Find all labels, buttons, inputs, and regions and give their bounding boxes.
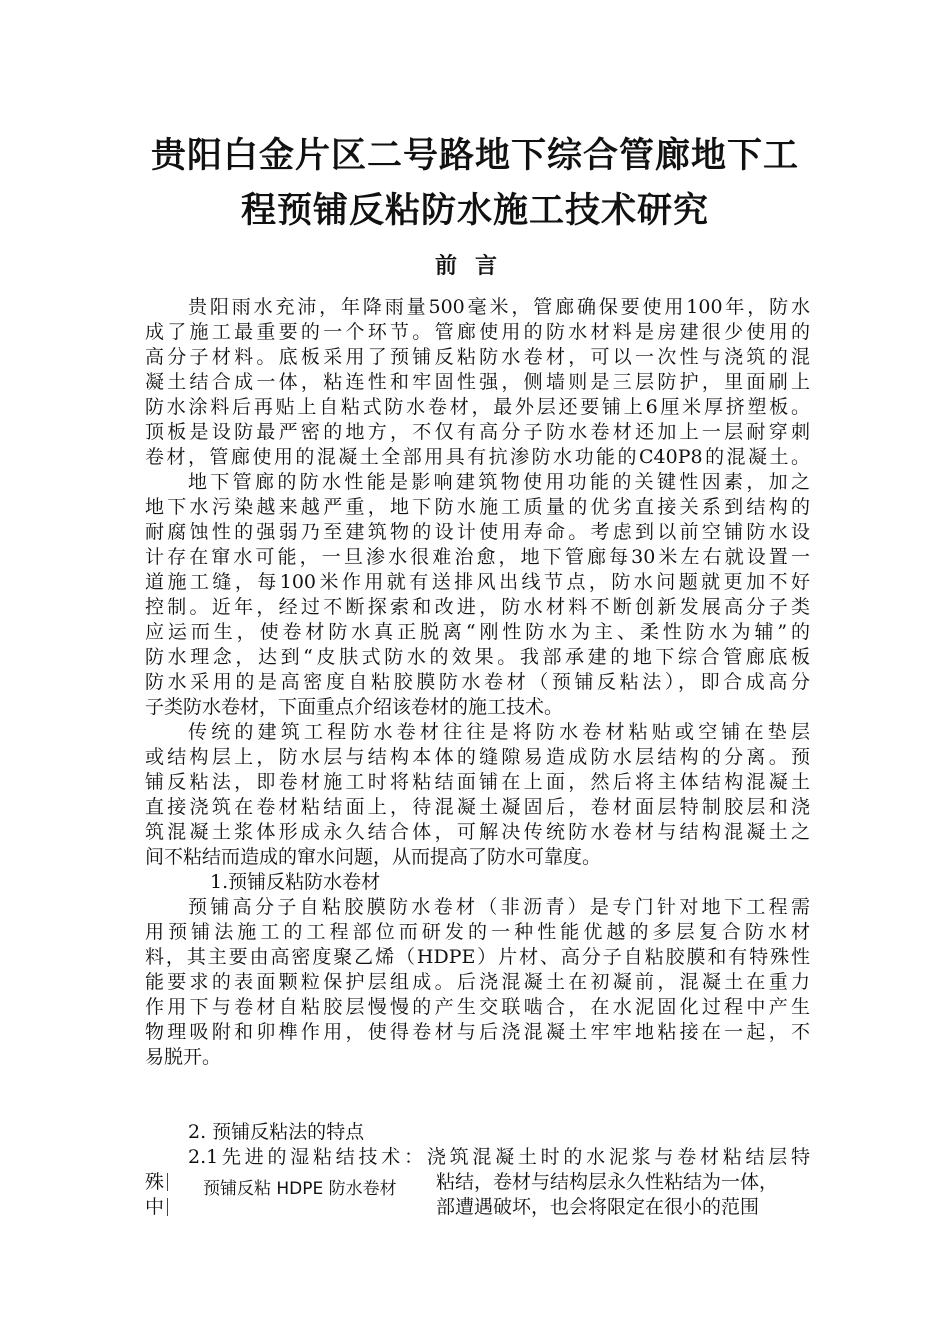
text-line: 直接浇筑在卷材粘结面上，待混凝土凝固后，卷材面层特制胶层和浇: [145, 796, 810, 818]
text-line: 凝土结合成一体，粘连性和牢固性强，侧墙则是三层防护，里面刷上: [145, 371, 810, 393]
text-line: 物理吸附和卯榫作用，使得卷材与后浇混凝土牢牢地粘接在一起，不: [145, 1021, 810, 1043]
text-line: 卷材，管廊使用的混凝土全部用具有抗渗防水功能的C40P8的混凝土。: [145, 446, 810, 468]
clipped-text-right: 粘结，卷材与结构层永久性粘结为一体，: [436, 1171, 779, 1193]
text-line: 地下水污染越来越严重，地下防水施工质量的优劣直接关系到结构的: [145, 496, 810, 518]
text-line: 传统的建筑工程防水卷材往往是将防水卷材粘贴或空铺在垫层: [188, 721, 810, 743]
figure-caption: 预铺反粘 HDPE 防水卷材: [203, 1179, 397, 1199]
title-line-1: 贵阳白金片区二号路地下综合管廊地下工: [150, 136, 799, 176]
text-line: 用预铺法施工的工程部位而研发的一种性能优越的多层复合防水材: [145, 921, 810, 943]
text-line: 易脱开。: [145, 1046, 222, 1068]
text-line: 2.1先进的湿粘结技术：浇筑混凝土时的水泥浆与卷材粘结层特: [188, 1146, 810, 1168]
title-line-2: 程预铺反粘防水施工技术研究: [240, 191, 709, 231]
text-line: 道施工缝，每100米作用就有送排风出线节点，防水问题就更加不好: [145, 571, 810, 593]
text-line: 料，其主要由高密度聚乙烯（HDPE）片材、高分子自粘胶膜和有特殊性: [145, 946, 810, 968]
text-line: 筑混凝土浆体形成永久结合体，可解决传统防水卷材与结构混凝土之: [145, 821, 810, 843]
text-line: 耐腐蚀性的强弱乃至建筑物的设计使用寿命。考虑到以前空铺防水设: [145, 521, 810, 543]
text-line: 防水采用的是高密度自粘胶膜防水卷材（预铺反粘法），即合成高分: [145, 671, 810, 693]
text-line: 地下管廊的防水性能是影响建筑物使用功能的关键性因素，加之: [188, 471, 810, 493]
text-line: 成了施工最重要的一个环节。管廊使用的防水材料是房建很少使用的: [145, 321, 810, 343]
clipped-text-right: 部遭遇破坏，也会将限定在很小的范围: [436, 1196, 760, 1218]
text-line: 铺反粘法，即卷材施工时将粘结面铺在上面，然后将主体结构混凝土: [145, 771, 810, 793]
text-line: 计存在窜水可能，一旦渗水很难治愈，地下管廊每30米左右就设置一: [145, 546, 810, 568]
text-line: 贵阳雨水充沛，年降雨量500毫米，管廊确保要使用100年，防水: [188, 296, 810, 318]
text-line: 顶板是设防最严密的地方，不仅有高分子防水卷材还加上一层耐穿刺: [145, 421, 810, 443]
figure-frame-edge: [167, 1173, 168, 1191]
text-line: 防水涂料后再贴上自粘式防水卷材，最外层还要铺上6厘米厚挤塑板。: [145, 396, 810, 418]
text-line: 应运而生，使卷材防水真正脱离“刚性防水为主、柔性防水为辅”的: [145, 621, 810, 643]
text-line: 防水理念，达到“皮肤式防水的效果。我部承建的地下综合管廊底板: [145, 646, 810, 668]
text-line: 控制。近年，经过不断探索和改进，防水材料不断创新发展高分子类: [145, 596, 810, 618]
text-line: 子类防水卷材，下面重点介绍该卷材的施工技术。: [145, 696, 564, 718]
text-line: 作用下与卷材自粘胶层慢慢的产生交联啮合，在水泥固化过程中产生: [145, 996, 810, 1018]
figure-frame-edge: [167, 1198, 168, 1216]
text-line: 或结构层上，防水层与结构本体的缝隙易造成防水层结构的分离。预: [145, 746, 810, 768]
text-line: 间不粘结而造成的窜水问题，从而提高了防水可靠度。: [145, 846, 602, 868]
text-line: 能要求的表面颗粒保护层组成。后浇混凝土在初凝前，混凝土在重力: [145, 971, 810, 993]
clipped-text-left: 殊: [145, 1171, 165, 1193]
text-line: 预铺高分子自粘胶膜防水卷材（非沥青）是专门针对地下工程需: [188, 896, 810, 918]
text-line: 高分子材料。底板采用了预铺反粘防水卷材，可以一次性与浇筑的混: [145, 346, 810, 368]
clipped-text-left: 中: [145, 1196, 165, 1218]
section-heading: 1.预铺反粘防水卷材: [210, 871, 381, 893]
section-heading: 2. 预铺反粘法的特点: [188, 1121, 365, 1143]
preface-heading: 前言: [434, 254, 515, 279]
